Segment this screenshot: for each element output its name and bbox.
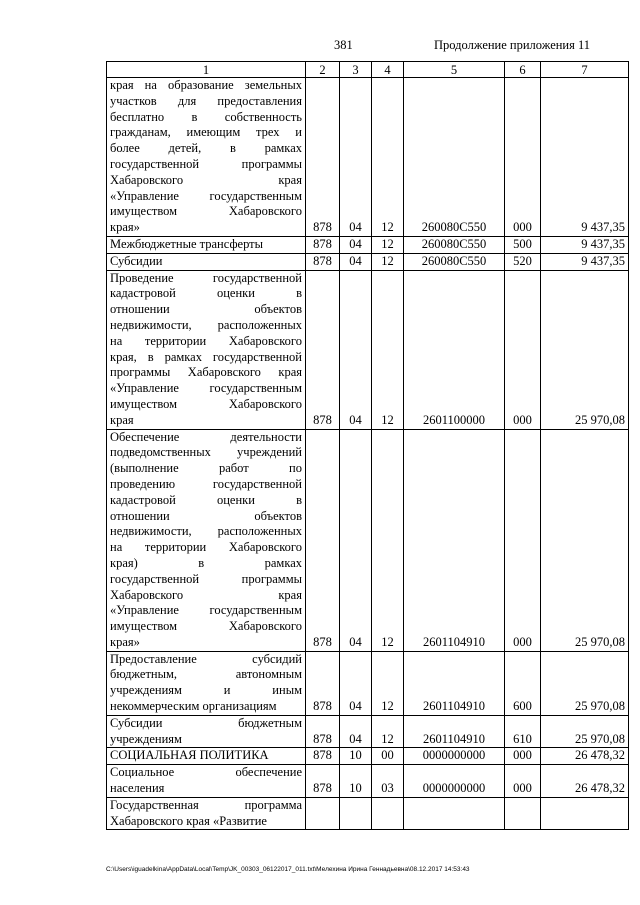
row-description (107, 236, 306, 253)
description-line: «Управление государственным (110, 603, 302, 618)
subsection-code (372, 797, 404, 830)
description-line: бюджетным, автономным (110, 667, 302, 682)
target-article-code: 2601104910 (404, 651, 505, 715)
amount: 26 478,32 (541, 748, 629, 765)
description-line: имуществом Хабаровского (110, 396, 302, 411)
ministry-code: 878 (306, 715, 340, 748)
description-line: края) в рамках (110, 555, 302, 570)
subsection-code: 12 (372, 236, 404, 253)
column-number: 6 (505, 62, 541, 78)
description-line: населения (110, 781, 165, 796)
target-article-code: 2601104910 (404, 715, 505, 748)
ministry-code: 878 (306, 765, 340, 798)
description-line: учреждениям (110, 731, 182, 746)
description-line: некоммерческим организациям (110, 699, 277, 714)
table-row (107, 797, 629, 830)
row-description (107, 715, 306, 748)
amount: 25 970,08 (541, 429, 629, 651)
description-line: отношении объектов (110, 508, 302, 523)
expense-type-code: 520 (505, 253, 541, 270)
subsection-code: 12 (372, 715, 404, 748)
description-line: недвижимости, расположенных (110, 317, 302, 332)
description-line: имуществом Хабаровского (110, 204, 302, 219)
page-number: 381 (334, 38, 353, 52)
amount: 26 478,32 (541, 765, 629, 798)
amount: 25 970,08 (541, 270, 629, 429)
row-description (107, 78, 306, 237)
target-article-code (404, 797, 505, 830)
section-code (340, 797, 372, 830)
ministry-code: 878 (306, 651, 340, 715)
section-code: 04 (340, 715, 372, 748)
row-description (107, 748, 306, 765)
column-number: 2 (306, 62, 340, 78)
continuation-caption: Продолжение приложения 11 (434, 38, 591, 52)
ministry-code: 878 (306, 236, 340, 253)
description-line: недвижимости, расположенных (110, 524, 302, 539)
table-row (107, 236, 629, 253)
amount (541, 797, 629, 830)
ministry-code: 878 (306, 78, 340, 237)
description-line: «Управление государственным (110, 188, 302, 203)
subsection-code: 12 (372, 429, 404, 651)
description-line: проведению государственной (110, 476, 302, 491)
table-row (107, 270, 629, 429)
ministry-code: 878 (306, 253, 340, 270)
target-article-code: 260080С550 (404, 236, 505, 253)
row-description (107, 253, 306, 270)
description-line: края» (110, 634, 140, 649)
expense-type-code: 000 (505, 765, 541, 798)
section-code: 10 (340, 748, 372, 765)
description-line: государственной программы (110, 156, 302, 171)
table-row (107, 253, 629, 270)
column-number-row (107, 62, 629, 78)
target-article-code: 260080С550 (404, 78, 505, 237)
description-line: Хабаровского края (110, 587, 302, 602)
row-description (107, 797, 306, 830)
target-article-code: 0000000000 (404, 748, 505, 765)
amount: 9 437,35 (541, 236, 629, 253)
column-number: 7 (541, 62, 629, 78)
target-article-code: 0000000000 (404, 765, 505, 798)
description-line: Хабаровского края (110, 172, 302, 187)
table-row (107, 765, 629, 798)
subsection-code: 03 (372, 765, 404, 798)
description-line: Межбюджетные трансферты (110, 236, 264, 251)
description-line: более детей, в рамках (110, 141, 302, 156)
row-description (107, 429, 306, 651)
section-code: 04 (340, 236, 372, 253)
description-line: гражданам, имеющим трех и (110, 125, 302, 140)
amount: 9 437,35 (541, 78, 629, 237)
description-line: края (110, 412, 134, 427)
description-line: участков для предоставления (110, 93, 302, 108)
section-code: 04 (340, 651, 372, 715)
expense-type-code: 000 (505, 429, 541, 651)
subsection-code: 12 (372, 651, 404, 715)
description-line: учреждениям и иным (110, 683, 302, 698)
description-line: (выполнение работ по (110, 461, 302, 476)
description-line: Социальное обеспечение (110, 765, 302, 780)
description-line: Проведение государственной (110, 270, 302, 285)
description-line: на территории Хабаровского (110, 540, 302, 555)
row-description (107, 651, 306, 715)
description-line: государственной программы (110, 571, 302, 586)
description-line: Субсидии бюджетным (110, 715, 302, 730)
description-line: кадастровой оценки в (110, 492, 302, 507)
file-path-footer: C:\Users\iguadelkina\AppData\Local\Temp\JK_00303_06122017_011.txt\Мелехина Ирина Геннадьевна\08.12.2017 14:53:43 (106, 866, 470, 873)
ministry-code (306, 797, 340, 830)
description-line: программы Хабаровского края (110, 365, 302, 380)
budget-table (106, 61, 629, 830)
subsection-code: 12 (372, 78, 404, 237)
description-line: края» (110, 220, 140, 235)
expense-type-code: 000 (505, 78, 541, 237)
section-code: 04 (340, 78, 372, 237)
column-number: 5 (404, 62, 505, 78)
section-code: 10 (340, 765, 372, 798)
table-row (107, 429, 629, 651)
ministry-code: 878 (306, 270, 340, 429)
target-article-code: 2601104910 (404, 429, 505, 651)
subsection-code: 12 (372, 270, 404, 429)
expense-type-code: 500 (505, 236, 541, 253)
target-article-code: 260080С550 (404, 253, 505, 270)
column-number: 4 (372, 62, 404, 78)
description-line: СОЦИАЛЬНАЯ ПОЛИТИКА (110, 748, 269, 763)
description-line: отношении объектов (110, 302, 302, 317)
table-row (107, 715, 629, 748)
expense-type-code: 610 (505, 715, 541, 748)
description-line: подведомственных учреждений (110, 445, 302, 460)
description-line: Хабаровского края «Развитие (110, 813, 267, 828)
section-code: 04 (340, 253, 372, 270)
description-line: края на образование земельных (110, 78, 302, 92)
table-row (107, 78, 629, 237)
amount: 9 437,35 (541, 253, 629, 270)
expense-type-code: 600 (505, 651, 541, 715)
column-number: 3 (340, 62, 372, 78)
description-line: имуществом Хабаровского (110, 619, 302, 634)
page-header (0, 38, 640, 56)
description-line: Предоставление субсидий (110, 651, 302, 666)
target-article-code: 2601100000 (404, 270, 505, 429)
description-line: «Управление государственным (110, 381, 302, 396)
table-row (107, 651, 629, 715)
description-line: кадастровой оценки в (110, 286, 302, 301)
section-code: 04 (340, 429, 372, 651)
table-row (107, 748, 629, 765)
amount: 25 970,08 (541, 715, 629, 748)
amount: 25 970,08 (541, 651, 629, 715)
subsection-code: 00 (372, 748, 404, 765)
column-number: 1 (107, 62, 306, 78)
description-line: Государственная программа (110, 797, 302, 812)
row-description (107, 765, 306, 798)
ministry-code: 878 (306, 429, 340, 651)
description-line: Субсидии (110, 253, 163, 268)
expense-type-code (505, 797, 541, 830)
ministry-code: 878 (306, 748, 340, 765)
subsection-code: 12 (372, 253, 404, 270)
description-line: Обеспечение деятельности (110, 429, 302, 444)
expense-type-code: 000 (505, 748, 541, 765)
description-line: на территории Хабаровского (110, 333, 302, 348)
row-description (107, 270, 306, 429)
section-code: 04 (340, 270, 372, 429)
description-line: края, в рамках государственной (110, 349, 302, 364)
expense-type-code: 000 (505, 270, 541, 429)
description-line: бесплатно в собственность (110, 109, 302, 124)
